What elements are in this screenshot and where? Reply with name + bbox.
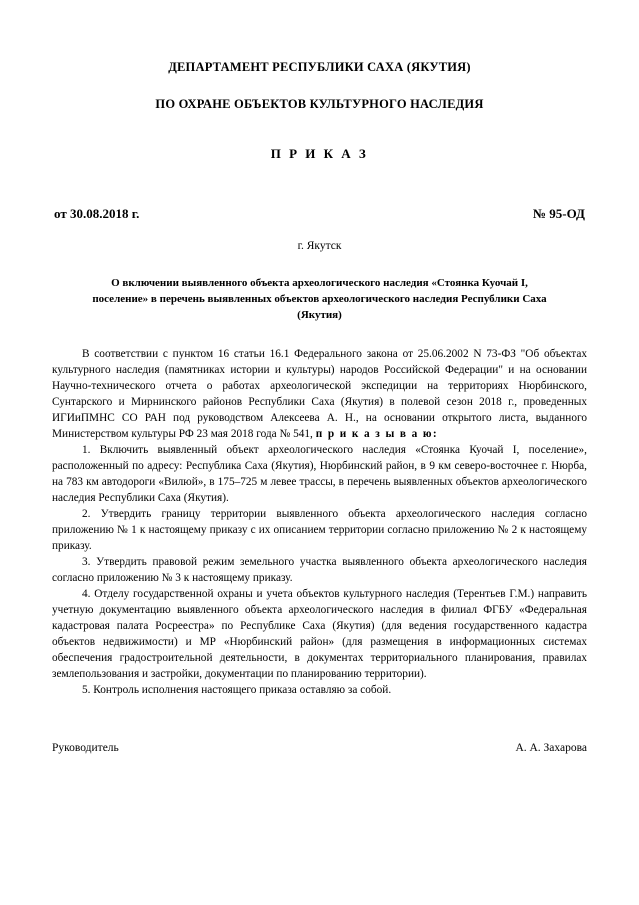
paragraph-item-3: 3. Утвердить правовой режим земельного участка выявленного объекта археологического наследия согласно приложению № 3 к настоящему приказу. [52, 556, 587, 585]
document-body [52, 346, 587, 699]
document-date: от 30.08.2018 г. [54, 206, 140, 221]
paragraph-item-2: 2. Утвердить границу территории выявленного объекта археологического наследия согласно приложению № 1 к настоящему приказу с их описанием территории согласно приложению № 2 к настоящему приказу. [52, 508, 587, 553]
document-city: г. Якутск [297, 240, 342, 252]
header-line-department: ДЕПАРТАМЕНТ РЕСПУБЛИКИ САХА (ЯКУТИЯ) [168, 60, 471, 74]
paragraph-item-5: 5. Контроль исполнения настоящего приказа оставляю за собой. [82, 684, 392, 697]
signature-row [52, 742, 587, 754]
order-keyword: п р и к а з ы в а ю: [315, 427, 439, 440]
signature-name: А. А. Захарова [515, 742, 587, 754]
paragraph-intro [52, 346, 587, 442]
document-type-heading: П Р И К А З [270, 146, 369, 161]
header-line-subdepartment: ПО ОХРАНЕ ОБЪЕКТОВ КУЛЬТУРНОГО НАСЛЕДИЯ [155, 97, 484, 111]
document-title: О включении выявленного объекта археологического наследия «Стоянка Куочай I, поселение» в перечень выявленных объектов археологического наследия Республики Саха (Якутия) [92, 277, 547, 321]
signature-position: Руководитель [52, 742, 119, 754]
paragraph-item-1: 1. Включить выявленный объект археологического наследия «Стоянка Куочай I, поселение», расположенный по адресу: Республика Саха (Якутия), Нюрбинский район, в 9 км северо-восточнее г. Нюрба, на 783 км автодороги «Вилюй», в 175–725 м левее трассы, в перечень выявленных объектов археологического наследия Республики Саха (Якутия). [52, 444, 587, 505]
paragraph-item-4: 4. Отделу государственной охраны и учета объектов культурного наследия (Терентьев Г.М.) направить учетную документацию выявленного объекта археологического наследия в филиал ФГБУ «Федеральная кадастровая палата Росреестра» по Республике Саха (Якутия) (для ведения государственного кадастра объектов недвижимости) и МР «Нюрбинский район» (для размещения в информационных системах обеспечения градостроительной деятельности, в документах территориального планирования, правилах землепользования и застройки, документации по планированию территории). [52, 588, 587, 681]
document-meta-row [52, 206, 587, 222]
intro-text: В соответствии с пунктом 16 статьи 16.1 Федерального закона от 25.06.2002 N 73-ФЗ "Об объектах культурного наследия (памятниках истории и культуры) народов Российской Федерации" и на основании Научно-технического отчета о работах археологической экспедиции на территориях Нюрбинского, Сунтарского и Мирнинского районов Республики Саха (Якутия) в полевой сезон 2018 г., проведенных ИГИиПМНС СО РАН под руководством Алексеева А. Н., на основании открытого листа, выданного Министерством культуры РФ 23 мая 2018 года № 541, [52, 347, 587, 440]
document-header [52, 60, 587, 112]
document-number: № 95-ОД [532, 206, 585, 221]
